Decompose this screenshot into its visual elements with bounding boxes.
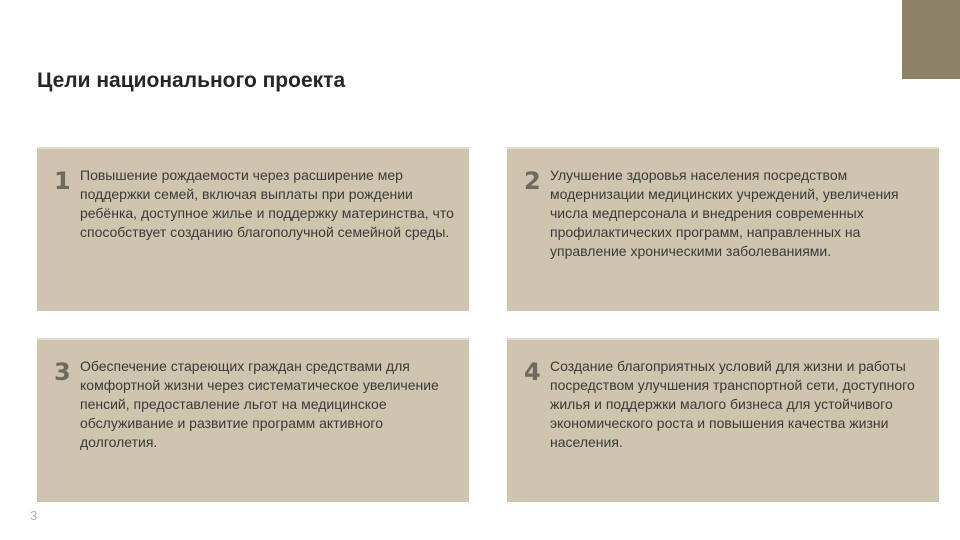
goal-card-1	[37, 147, 469, 311]
goal-number: 4	[524, 358, 541, 386]
goal-number: 1	[54, 167, 71, 195]
goal-card-3	[37, 338, 469, 502]
goal-text: Создание благоприятных условий для жизни и работы посредством улучшения транспортной сети, доступного жилья и поддержки малого бизнеса для устойчивого экономического роста и повышения качества жизни населения.	[550, 358, 915, 450]
page-title: Цели национального проекта	[37, 69, 346, 92]
goal-text: Улучшение здоровья населения посредством модернизации медицинских учреждений, увеличения числа медперсонала и внедрения современных профилактических программ, направленных на управление хроническими заболеваниями.	[550, 167, 899, 259]
goal-text: Повышение рождаемости через расширение мер поддержки семей, включая выплаты при рождении ребёнка, доступное жилье и поддержку материнства, что способствует созданию благополучной семейной среды.	[80, 167, 454, 240]
goal-text: Обеспечение стареющих граждан средствами для комфортной жизни через систематическое увеличение пенсий, предоставление льгот на медицинское обслуживание и развитие программ активного долголетия.	[80, 358, 439, 450]
corner-accent-block	[902, 0, 960, 79]
goal-card-2	[507, 147, 939, 311]
goal-card-4	[507, 338, 939, 502]
page-number: 3	[30, 508, 38, 523]
goal-number: 2	[524, 167, 541, 195]
goal-number: 3	[54, 358, 71, 386]
